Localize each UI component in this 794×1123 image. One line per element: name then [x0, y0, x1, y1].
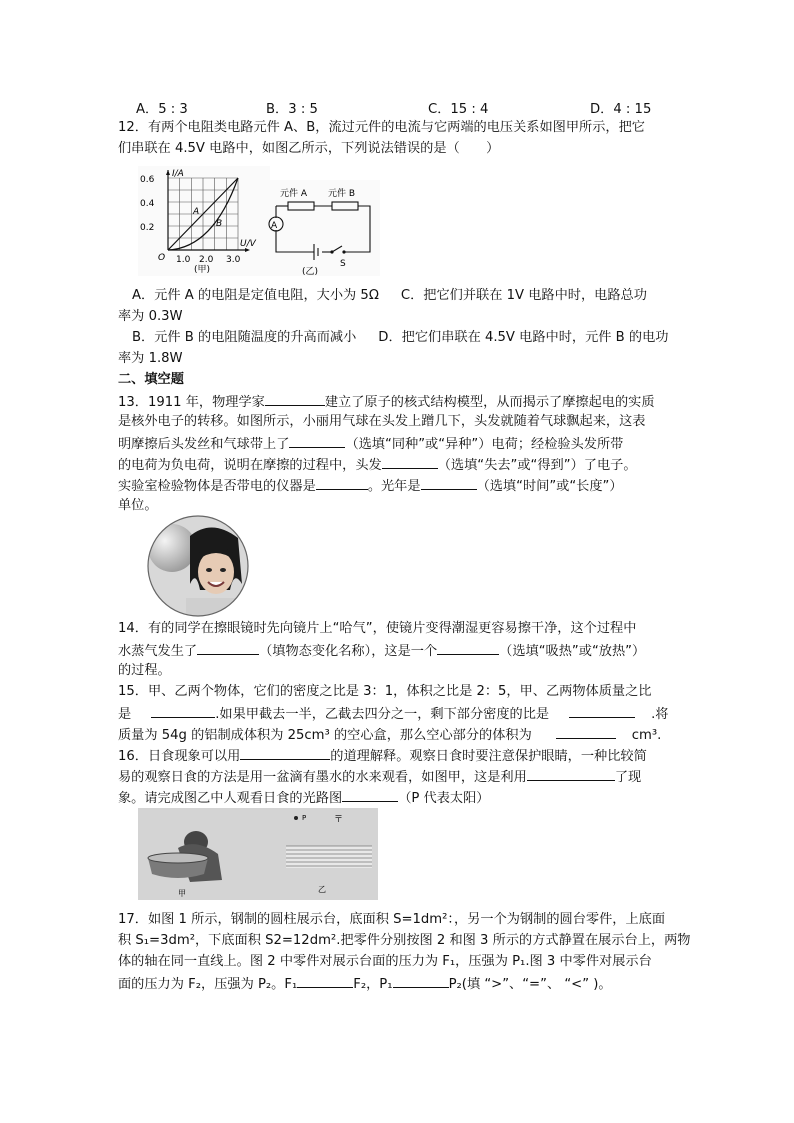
answer-blank — [393, 973, 449, 988]
y-tick-label: 0.6 — [140, 175, 155, 185]
element-a-label: 元件 A — [280, 189, 308, 199]
answer-blank — [197, 640, 259, 655]
x-tick-label: 2.0 — [199, 255, 214, 265]
q13-line-2: 是核外电子的转移。如图所示，小丽用气球在头发上蹭几下，头发就随着气球飘起来，这表 — [118, 414, 646, 429]
q16-line-3: 象。请完成图乙中人观看日食的光路图 （P 代表太阳） — [118, 787, 489, 809]
y-tick-label: 0.4 — [140, 199, 155, 209]
origin-label: O — [158, 253, 166, 263]
q17-line-4: 面的压力为 F₂，压强为 P₂。F₁ F₂，P₁ P₂(填 “>”、“=”、 “<” )。 — [118, 973, 612, 995]
q12-line-2: 们串联在 4.5V 电路中，如图乙所示，下列说法错误的是（ ） — [118, 141, 500, 156]
y-axis-label: I/A — [172, 169, 184, 179]
q16-line-2: 易的观察日食的方法是用一盆滴有墨水的水来观看，如图甲，这是利用 了现 — [118, 766, 641, 788]
q11-option-d: D．4 : 15 — [590, 102, 652, 117]
q14-line-1: 14．有的同学在擦眼镜时先向镜片上“哈气”，使镜片变得潮湿更容易擦干净，这个过程中 — [118, 621, 637, 636]
q17-line-1: 17．如图 1 所示，钢制的圆柱展示台，底面积 S=1dm²：，另一个为钢制的圆台零件，上底面 — [118, 912, 666, 927]
answer-blank — [569, 703, 635, 718]
q15-line-3: 质量为 54g 的铝制成体积为 25cm³ 的空心盒，那么空心部分的体积为 cm³. — [118, 724, 661, 746]
q15-line-1: 15．甲、乙两个物体，它们的密度之比是 3：1，体积之比是 2：5，甲、乙两物体质量之比 — [118, 684, 652, 699]
answer-blank — [556, 724, 616, 739]
q12-option-d-cont: 率为 1.8W — [118, 351, 183, 366]
observer-eye-icon: 〒 — [334, 815, 344, 825]
x-axis-label: U/V — [240, 239, 256, 249]
q11-option-c: C．15 : 4 — [428, 102, 489, 117]
answer-blank — [342, 787, 398, 802]
answer-blank — [151, 703, 215, 718]
q12-line-1: 12．有两个电阻类电路元件 A、B，流过元件的电流与它两端的电压关系如图甲所示，把它 — [118, 120, 645, 135]
q12-option-a: A．元件 A 的电阻是定值电阻，大小为 5Ω C．把它们并联在 1V 电路中时，电路总功 — [132, 288, 647, 303]
curve-a-label: A — [193, 207, 200, 217]
q14-line-2: 水蒸气发生了 （填物态变化名称），这是一个 （选填“吸热”或“放热”） — [118, 640, 645, 662]
curve-b-label: B — [216, 219, 223, 229]
balloon-girl-photo — [146, 514, 250, 618]
q13-line-4: 的电荷为负电荷，说明在摩擦的过程中，头发 （选填“失去”或“得到”）了电子。 — [118, 454, 637, 476]
ammeter-label: A — [271, 221, 278, 231]
answer-blank — [240, 745, 330, 760]
q11-option-b: B．3 : 5 — [266, 102, 318, 117]
circuit-caption: (乙) — [302, 267, 319, 276]
q13-line-6: 单位。 — [118, 498, 158, 513]
q13-line-5: 实验室检验物体是否带电的仪器是 。光年是 （选填“时间”或“长度”） — [118, 475, 623, 497]
answer-blank — [527, 766, 615, 781]
figure-jia-label: 甲 — [178, 889, 186, 898]
answer-blank — [437, 640, 499, 655]
x-tick-label: 1.0 — [176, 255, 191, 265]
q12-option-c-cont: 率为 0.3W — [118, 309, 183, 324]
answer-blank — [316, 475, 368, 490]
q17-line-3: 体的轴在同一直线上。图 2 中零件对展示台面的压力为 F₁，压强为 P₁.图 3 中零件对展示台 — [118, 954, 652, 969]
element-b-label: 元件 B — [328, 189, 356, 199]
section-heading: 二、填空题 — [118, 372, 184, 387]
y-tick-label: 0.2 — [140, 223, 155, 233]
switch-label: S — [340, 259, 346, 269]
iu-graph-figure — [138, 166, 270, 276]
answer-blank — [289, 433, 345, 448]
q11-option-a: A．5 : 3 — [136, 102, 188, 117]
answer-blank — [297, 973, 353, 988]
x-tick-label: 3.0 — [226, 255, 241, 265]
answer-blank — [421, 475, 477, 490]
circuit-figure — [262, 180, 380, 276]
sun-p-label: P — [302, 814, 307, 822]
q17-line-2: 积 S₁=3dm²，下底面积 S2=12dm².把零件分别按图 2 和图 3 所示的方式静置在展示台上，两物 — [118, 933, 691, 948]
graph-caption: (甲) — [194, 265, 211, 275]
figure-yi-label: 乙 — [318, 885, 326, 894]
q13-line-1: 13．1911 年，物理学家 建立了原子的核式结构模型，从而揭示了摩擦起电的实质 — [118, 391, 655, 413]
q16-line-1: 16．日食现象可以用 的道理解释。观察日食时要注意保护眼睛，一种比较简 — [118, 745, 647, 767]
q13-line-3: 明摩擦后头发丝和气球带上了 （选填“同种”或“异种”）电荷；经检验头发所带 — [118, 433, 623, 455]
q15-line-2: 是 .如果甲截去一半，乙截去四分之一，剩下部分密度的比是 .将 — [118, 703, 668, 725]
answer-blank — [382, 454, 438, 469]
answer-blank — [265, 391, 325, 406]
eclipse-observation-figure — [138, 808, 378, 900]
q12-option-b: B．元件 B 的电阻随温度的升高而减小 D．把它们串联在 4.5V 电路中时，元件 B 的电功 — [132, 330, 669, 345]
q14-line-3: 的过程。 — [118, 663, 171, 678]
